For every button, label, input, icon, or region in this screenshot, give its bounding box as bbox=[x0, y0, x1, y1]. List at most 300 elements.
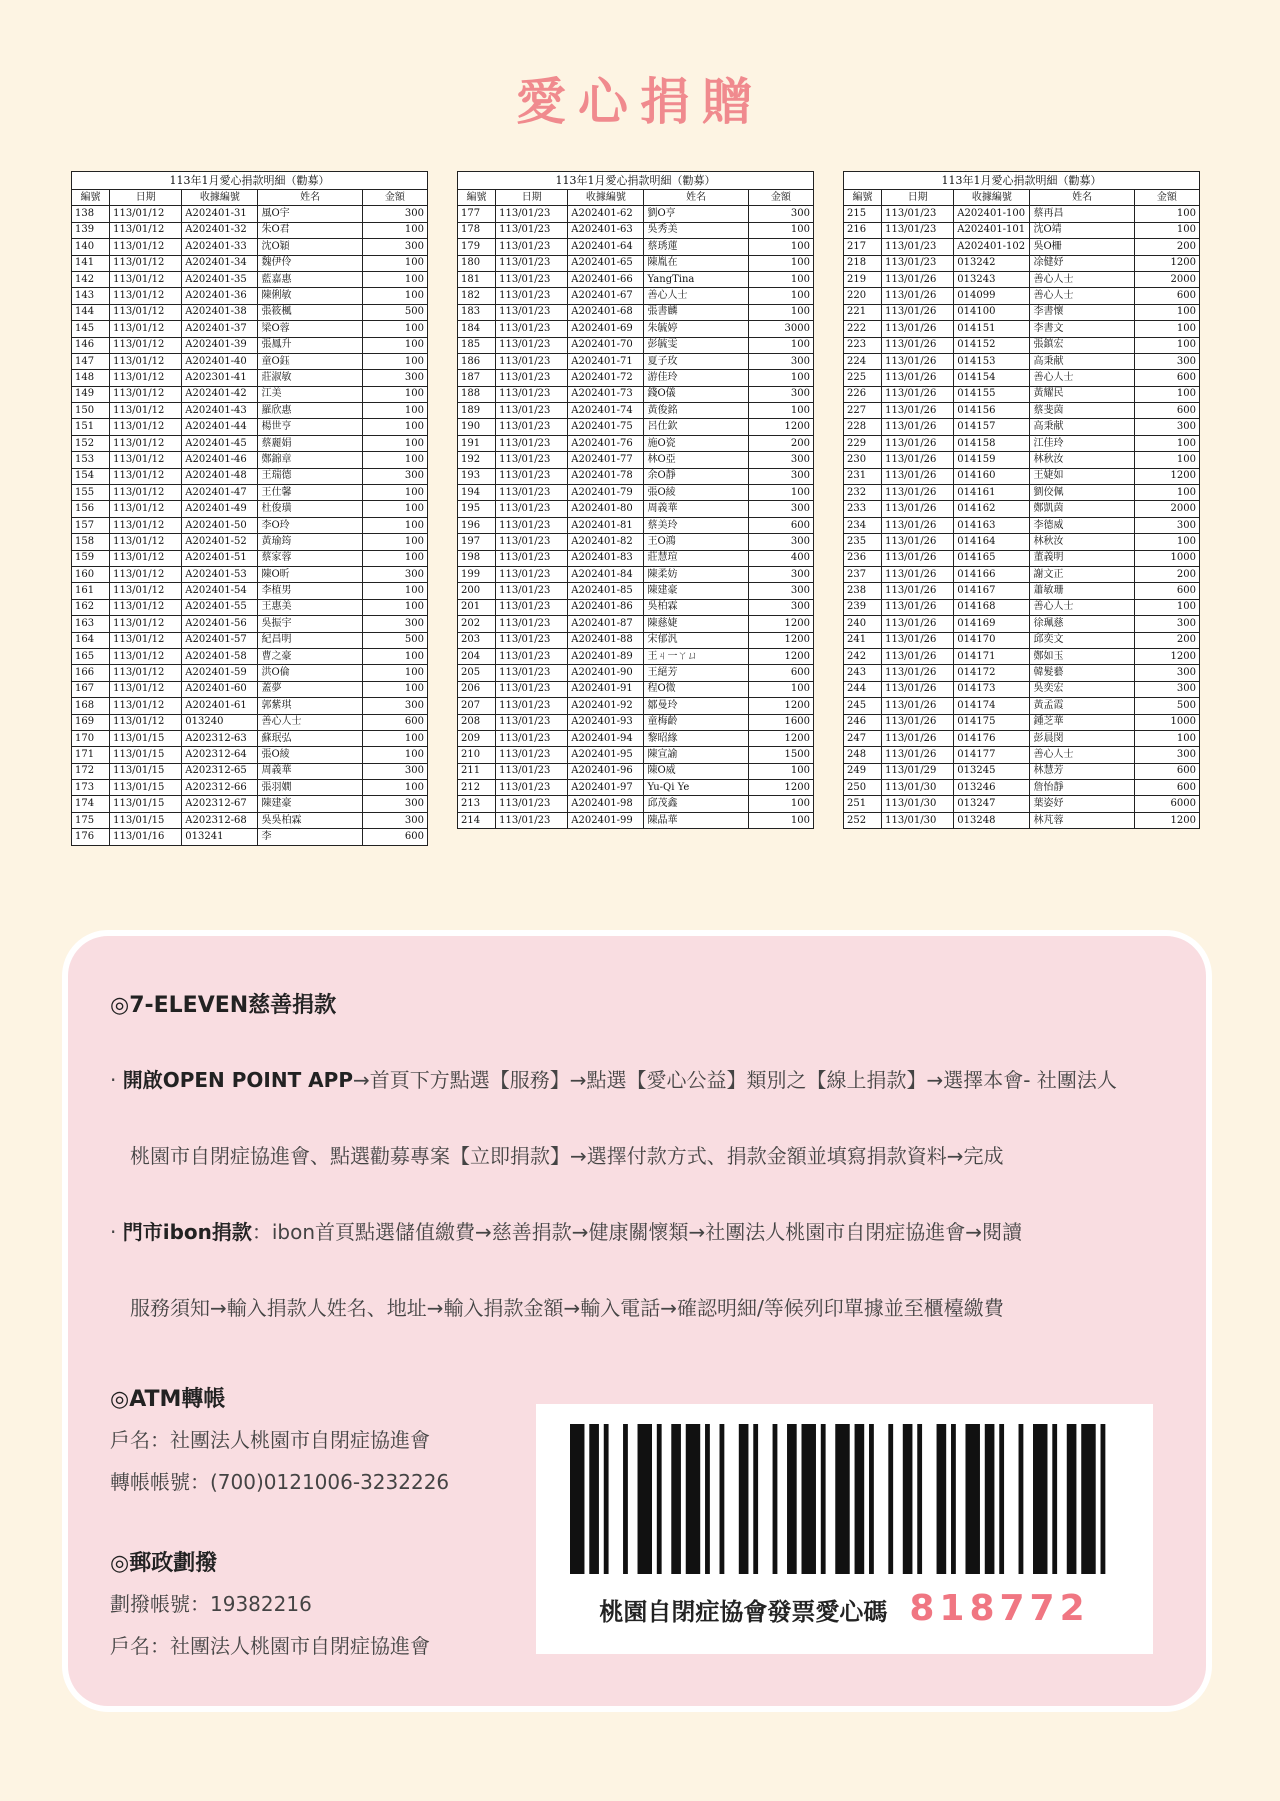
row-date: 113/01/12 bbox=[110, 206, 182, 222]
row-amount: 100 bbox=[362, 321, 427, 337]
table-row bbox=[72, 829, 428, 845]
row-date: 113/01/23 bbox=[496, 419, 568, 435]
row-name: 李書文 bbox=[1030, 321, 1134, 337]
table-row bbox=[72, 517, 428, 533]
row-name: 陳建豪 bbox=[258, 796, 362, 812]
page-title: 愛心捐贈 bbox=[516, 73, 764, 131]
row-receipt: A202312-68 bbox=[182, 812, 258, 828]
row-date: 113/01/26 bbox=[882, 714, 954, 730]
table-row bbox=[458, 780, 814, 796]
row-number: 236 bbox=[844, 550, 882, 566]
row-name: 江佳玲 bbox=[1030, 435, 1134, 451]
row-amount: 100 bbox=[362, 730, 427, 746]
row-receipt: 014164 bbox=[954, 534, 1030, 550]
row-name: 夏子玫 bbox=[644, 353, 748, 369]
row-receipt: A202401-76 bbox=[568, 435, 644, 451]
row-name: 鄒曼玲 bbox=[644, 698, 748, 714]
row-number: 226 bbox=[844, 386, 882, 402]
table-row bbox=[72, 435, 428, 451]
row-name: 蔡美玲 bbox=[644, 517, 748, 533]
row-name: 善心人士 bbox=[1030, 288, 1134, 304]
row-receipt: A202401-57 bbox=[182, 632, 258, 648]
table-row bbox=[72, 485, 428, 501]
table-row bbox=[458, 730, 814, 746]
row-receipt: A202401-85 bbox=[568, 583, 644, 599]
row-amount: 300 bbox=[362, 239, 427, 255]
row-name: 邱茂鑫 bbox=[644, 796, 748, 812]
row-date: 113/01/26 bbox=[882, 730, 954, 746]
table-row bbox=[72, 665, 428, 681]
row-number: 241 bbox=[844, 632, 882, 648]
row-receipt: A202401-60 bbox=[182, 681, 258, 697]
postal-account-name: 戶名：社團法人桃園市自閉症協進會 bbox=[110, 1634, 430, 1658]
row-receipt: 014160 bbox=[954, 468, 1030, 484]
row-date: 113/01/12 bbox=[110, 550, 182, 566]
row-date: 113/01/12 bbox=[110, 304, 182, 320]
row-date: 113/01/23 bbox=[496, 550, 568, 566]
table-row bbox=[458, 812, 814, 828]
row-receipt: A202401-88 bbox=[568, 632, 644, 648]
row-date: 113/01/26 bbox=[882, 517, 954, 533]
barcode-bar bbox=[570, 1424, 584, 1574]
ledger-caption: 113年1月愛心捐款明細（勸募） bbox=[71, 171, 428, 189]
table-row bbox=[844, 796, 1200, 812]
table-row bbox=[72, 386, 428, 402]
row-amount: 100 bbox=[748, 681, 813, 697]
row-receipt: A202401-98 bbox=[568, 796, 644, 812]
row-name: 張羽嫺 bbox=[258, 780, 362, 796]
row-name: 陳O昕 bbox=[258, 566, 362, 582]
row-amount: 600 bbox=[748, 665, 813, 681]
row-receipt: A202401-83 bbox=[568, 550, 644, 566]
table-row bbox=[72, 632, 428, 648]
row-name: 宋郁汎 bbox=[644, 632, 748, 648]
barcode-bar bbox=[705, 1424, 710, 1574]
row-name: 黃孟霞 bbox=[1030, 698, 1134, 714]
row-name: 王仕馨 bbox=[258, 485, 362, 501]
row-name: 王瑞德 bbox=[258, 468, 362, 484]
column-header: 姓名 bbox=[644, 190, 748, 206]
row-name: 朱毓婷 bbox=[644, 321, 748, 337]
row-number: 188 bbox=[458, 386, 496, 402]
row-amount: 300 bbox=[748, 386, 813, 402]
row-number: 244 bbox=[844, 681, 882, 697]
table-row bbox=[72, 222, 428, 238]
row-amount: 300 bbox=[362, 812, 427, 828]
row-date: 113/01/26 bbox=[882, 419, 954, 435]
row-receipt: 013248 bbox=[954, 812, 1030, 828]
row-name: 吳柏霖 bbox=[644, 599, 748, 615]
row-amount: 300 bbox=[748, 452, 813, 468]
row-name: 張鎮宏 bbox=[1030, 337, 1134, 353]
row-date: 113/01/26 bbox=[882, 534, 954, 550]
row-number: 140 bbox=[72, 239, 110, 255]
row-amount: 300 bbox=[748, 501, 813, 517]
row-date: 113/01/12 bbox=[110, 222, 182, 238]
row-number: 189 bbox=[458, 403, 496, 419]
row-number: 196 bbox=[458, 517, 496, 533]
ledger-caption: 113年1月愛心捐款明細（勸募） bbox=[457, 171, 814, 189]
row-date: 113/01/26 bbox=[882, 304, 954, 320]
row-receipt: A202401-55 bbox=[182, 599, 258, 615]
row-date: 113/01/26 bbox=[882, 681, 954, 697]
row-amount: 300 bbox=[748, 599, 813, 615]
row-receipt: 014153 bbox=[954, 353, 1030, 369]
row-date: 113/01/26 bbox=[882, 599, 954, 615]
row-name: 游佳玲 bbox=[644, 370, 748, 386]
row-amount: 100 bbox=[362, 550, 427, 566]
row-date: 113/01/23 bbox=[882, 222, 954, 238]
row-amount: 300 bbox=[362, 698, 427, 714]
row-name: 黃俊銘 bbox=[644, 403, 748, 419]
barcode-bar bbox=[1101, 1424, 1106, 1574]
barcode-bar bbox=[720, 1424, 725, 1574]
row-name: 陳柔妨 bbox=[644, 566, 748, 582]
row-name: 江美 bbox=[258, 386, 362, 402]
row-amount: 300 bbox=[1134, 616, 1199, 632]
row-receipt: 013247 bbox=[954, 796, 1030, 812]
postal-heading: ◎郵政劃撥 bbox=[110, 1551, 218, 1576]
row-name: 彭晨閔 bbox=[1030, 730, 1134, 746]
row-date: 113/01/23 bbox=[496, 812, 568, 828]
row-date: 113/01/12 bbox=[110, 632, 182, 648]
row-receipt: A202401-99 bbox=[568, 812, 644, 828]
row-date: 113/01/12 bbox=[110, 370, 182, 386]
row-name: 施O瓷 bbox=[644, 435, 748, 451]
row-date: 113/01/23 bbox=[496, 321, 568, 337]
row-name: 周義華 bbox=[258, 763, 362, 779]
row-receipt: 014176 bbox=[954, 730, 1030, 746]
row-number: 172 bbox=[72, 763, 110, 779]
table-row bbox=[458, 501, 814, 517]
row-date: 113/01/23 bbox=[882, 255, 954, 271]
row-amount: 6000 bbox=[1134, 796, 1199, 812]
table-row bbox=[844, 485, 1200, 501]
row-amount: 100 bbox=[1134, 222, 1199, 238]
row-number: 212 bbox=[458, 780, 496, 796]
row-number: 207 bbox=[458, 698, 496, 714]
row-receipt: A202312-65 bbox=[182, 763, 258, 779]
row-date: 113/01/26 bbox=[882, 616, 954, 632]
row-receipt: 014154 bbox=[954, 370, 1030, 386]
table-row bbox=[458, 206, 814, 222]
row-number: 162 bbox=[72, 599, 110, 615]
barcode-bar bbox=[869, 1424, 874, 1574]
row-number: 177 bbox=[458, 206, 496, 222]
row-receipt: 014157 bbox=[954, 419, 1030, 435]
row-number: 222 bbox=[844, 321, 882, 337]
row-name: 徐珮慈 bbox=[1030, 616, 1134, 632]
row-date: 113/01/23 bbox=[496, 501, 568, 517]
row-name: 黃瑜筠 bbox=[258, 534, 362, 550]
table-row bbox=[72, 616, 428, 632]
row-receipt: A202401-101 bbox=[954, 222, 1030, 238]
row-number: 147 bbox=[72, 353, 110, 369]
table-row bbox=[844, 517, 1200, 533]
row-receipt: 014177 bbox=[954, 747, 1030, 763]
row-amount: 400 bbox=[748, 550, 813, 566]
row-receipt: A202401-96 bbox=[568, 763, 644, 779]
barcode-bar bbox=[1067, 1424, 1077, 1574]
barcode-bar bbox=[855, 1424, 865, 1574]
row-receipt: A202401-94 bbox=[568, 730, 644, 746]
table-row bbox=[844, 534, 1200, 550]
row-name: 張書麟 bbox=[644, 304, 748, 320]
row-name: 蔡再昌 bbox=[1030, 206, 1134, 222]
row-name: 陳俐敏 bbox=[258, 288, 362, 304]
row-amount: 2000 bbox=[1134, 271, 1199, 287]
table-row bbox=[72, 747, 428, 763]
row-amount: 100 bbox=[362, 485, 427, 501]
row-name: 蔡家蓉 bbox=[258, 550, 362, 566]
invoice-label-text: 桃園自閉症協會發票愛心碼 bbox=[599, 1598, 888, 1626]
row-amount: 100 bbox=[362, 222, 427, 238]
row-name: 王婕如 bbox=[1030, 468, 1134, 484]
row-name: 王惠美 bbox=[258, 599, 362, 615]
row-number: 190 bbox=[458, 419, 496, 435]
row-date: 113/01/23 bbox=[496, 796, 568, 812]
row-amount: 1500 bbox=[748, 747, 813, 763]
table-row bbox=[458, 304, 814, 320]
row-date: 113/01/12 bbox=[110, 435, 182, 451]
row-date: 113/01/26 bbox=[882, 566, 954, 582]
row-name: 余O靜 bbox=[644, 468, 748, 484]
row-amount: 100 bbox=[1134, 206, 1199, 222]
table-row bbox=[72, 239, 428, 255]
row-receipt: A202401-69 bbox=[568, 321, 644, 337]
row-amount: 100 bbox=[748, 403, 813, 419]
row-receipt: 014169 bbox=[954, 616, 1030, 632]
barcode-bar bbox=[888, 1424, 893, 1574]
row-name: 蔡琇蓮 bbox=[644, 239, 748, 255]
table-row bbox=[458, 648, 814, 664]
row-number: 198 bbox=[458, 550, 496, 566]
row-name: 董義明 bbox=[1030, 550, 1134, 566]
row-number: 181 bbox=[458, 271, 496, 287]
row-number: 179 bbox=[458, 239, 496, 255]
table-row bbox=[844, 271, 1200, 287]
row-name: 善心人士 bbox=[1030, 747, 1134, 763]
row-receipt: A202401-35 bbox=[182, 271, 258, 287]
row-name: 呂仕欽 bbox=[644, 419, 748, 435]
row-date: 113/01/26 bbox=[882, 403, 954, 419]
row-receipt: 014166 bbox=[954, 566, 1030, 582]
row-name: 沈O靖 bbox=[1030, 222, 1134, 238]
table-row bbox=[72, 599, 428, 615]
row-receipt: A202401-50 bbox=[182, 517, 258, 533]
row-name: 魏伊伶 bbox=[258, 255, 362, 271]
row-amount: 100 bbox=[362, 419, 427, 435]
row-number: 161 bbox=[72, 583, 110, 599]
row-receipt: A202401-32 bbox=[182, 222, 258, 238]
row-number: 247 bbox=[844, 730, 882, 746]
row-amount: 500 bbox=[1134, 698, 1199, 714]
row-receipt: 014167 bbox=[954, 583, 1030, 599]
table-row bbox=[458, 288, 814, 304]
row-date: 113/01/23 bbox=[496, 386, 568, 402]
row-receipt: 014152 bbox=[954, 337, 1030, 353]
row-name: 蘇珉弘 bbox=[258, 730, 362, 746]
row-name: 李 bbox=[258, 829, 362, 845]
row-receipt: 014170 bbox=[954, 632, 1030, 648]
row-name: 林慧芳 bbox=[1030, 763, 1134, 779]
row-number: 178 bbox=[458, 222, 496, 238]
table-row bbox=[72, 255, 428, 271]
table-row bbox=[458, 403, 814, 419]
seven-eleven-heading: ◎7-ELEVEN慈善捐款 bbox=[110, 993, 337, 1018]
row-date: 113/01/26 bbox=[882, 337, 954, 353]
barcode-bar bbox=[623, 1424, 628, 1574]
row-amount: 300 bbox=[748, 566, 813, 582]
row-number: 217 bbox=[844, 239, 882, 255]
row-number: 216 bbox=[844, 222, 882, 238]
row-amount: 600 bbox=[1134, 288, 1199, 304]
row-date: 113/01/23 bbox=[496, 763, 568, 779]
row-date: 113/01/12 bbox=[110, 517, 182, 533]
row-date: 113/01/12 bbox=[110, 485, 182, 501]
table-row bbox=[458, 714, 814, 730]
ledger-header-row bbox=[458, 190, 814, 206]
row-date: 113/01/23 bbox=[882, 239, 954, 255]
row-name: 洪O倫 bbox=[258, 665, 362, 681]
row-date: 113/01/23 bbox=[496, 534, 568, 550]
row-number: 148 bbox=[72, 370, 110, 386]
table-row bbox=[458, 222, 814, 238]
row-receipt: 014161 bbox=[954, 485, 1030, 501]
table-row bbox=[844, 288, 1200, 304]
table-row bbox=[844, 599, 1200, 615]
table-row bbox=[844, 304, 1200, 320]
row-number: 234 bbox=[844, 517, 882, 533]
row-number: 201 bbox=[458, 599, 496, 615]
row-amount: 500 bbox=[362, 304, 427, 320]
row-date: 113/01/26 bbox=[882, 747, 954, 763]
row-date: 113/01/30 bbox=[882, 796, 954, 812]
row-receipt: 014175 bbox=[954, 714, 1030, 730]
table-row bbox=[458, 599, 814, 615]
row-amount: 200 bbox=[1134, 632, 1199, 648]
column-header: 編號 bbox=[844, 190, 882, 206]
table-row bbox=[72, 550, 428, 566]
row-receipt: 014172 bbox=[954, 665, 1030, 681]
row-amount: 300 bbox=[748, 206, 813, 222]
row-amount: 100 bbox=[362, 599, 427, 615]
barcode-bar bbox=[821, 1424, 826, 1574]
row-number: 141 bbox=[72, 255, 110, 271]
row-date: 113/01/23 bbox=[496, 271, 568, 287]
row-amount: 100 bbox=[362, 435, 427, 451]
row-name: 沈O穎 bbox=[258, 239, 362, 255]
row-name: 蕭敏珊 bbox=[1030, 583, 1134, 599]
row-date: 113/01/12 bbox=[110, 501, 182, 517]
row-amount: 100 bbox=[748, 812, 813, 828]
row-date: 113/01/12 bbox=[110, 681, 182, 697]
row-amount: 600 bbox=[1134, 763, 1199, 779]
row-receipt: 014163 bbox=[954, 517, 1030, 533]
row-amount: 1200 bbox=[748, 616, 813, 632]
row-number: 164 bbox=[72, 632, 110, 648]
table-row bbox=[72, 271, 428, 287]
invoice-code: 818772 bbox=[909, 1588, 1090, 1629]
row-name: 鄭如玉 bbox=[1030, 648, 1134, 664]
row-amount: 100 bbox=[362, 452, 427, 468]
column-header: 金額 bbox=[748, 190, 813, 206]
row-amount: 300 bbox=[1134, 665, 1199, 681]
row-number: 155 bbox=[72, 485, 110, 501]
row-receipt: 014151 bbox=[954, 321, 1030, 337]
table-row bbox=[844, 321, 1200, 337]
row-date: 113/01/12 bbox=[110, 468, 182, 484]
row-name: 吳O柵 bbox=[1030, 239, 1134, 255]
row-number: 249 bbox=[844, 763, 882, 779]
barcode-bar bbox=[965, 1424, 979, 1574]
row-number: 218 bbox=[844, 255, 882, 271]
table-row bbox=[458, 386, 814, 402]
table-row bbox=[844, 255, 1200, 271]
row-receipt: A202401-91 bbox=[568, 681, 644, 697]
row-name: 黃耀民 bbox=[1030, 386, 1134, 402]
row-date: 113/01/23 bbox=[496, 370, 568, 386]
row-name: 林秋汝 bbox=[1030, 534, 1134, 550]
row-name: 朱O君 bbox=[258, 222, 362, 238]
ledger-caption: 113年1月愛心捐款明細（勸募） bbox=[843, 171, 1200, 189]
row-receipt: 014156 bbox=[954, 403, 1030, 419]
table-row bbox=[72, 304, 428, 320]
table-row bbox=[458, 452, 814, 468]
row-name: 善心人士 bbox=[644, 288, 748, 304]
barcode-bar bbox=[589, 1424, 599, 1574]
row-receipt: A202401-40 bbox=[182, 353, 258, 369]
row-amount: 1200 bbox=[748, 419, 813, 435]
row-amount: 300 bbox=[362, 468, 427, 484]
row-name: 詹怡靜 bbox=[1030, 780, 1134, 796]
row-receipt: A202401-95 bbox=[568, 747, 644, 763]
row-number: 248 bbox=[844, 747, 882, 763]
table-row bbox=[72, 337, 428, 353]
row-number: 171 bbox=[72, 747, 110, 763]
row-number: 246 bbox=[844, 714, 882, 730]
row-amount: 600 bbox=[362, 714, 427, 730]
row-number: 223 bbox=[844, 337, 882, 353]
row-date: 113/01/12 bbox=[110, 239, 182, 255]
row-number: 168 bbox=[72, 698, 110, 714]
row-receipt: A202401-71 bbox=[568, 353, 644, 369]
row-date: 113/01/23 bbox=[496, 648, 568, 664]
table-row bbox=[458, 271, 814, 287]
row-date: 113/01/23 bbox=[496, 632, 568, 648]
row-amount: 600 bbox=[1134, 370, 1199, 386]
row-amount: 200 bbox=[1134, 566, 1199, 582]
row-date: 113/01/12 bbox=[110, 583, 182, 599]
table-row bbox=[844, 616, 1200, 632]
row-date: 113/01/26 bbox=[882, 288, 954, 304]
row-name: 張鳳升 bbox=[258, 337, 362, 353]
row-number: 149 bbox=[72, 386, 110, 402]
row-date: 113/01/23 bbox=[496, 730, 568, 746]
row-receipt: A202401-93 bbox=[568, 714, 644, 730]
table-row bbox=[72, 566, 428, 582]
row-name: 李德威 bbox=[1030, 517, 1134, 533]
row-date: 113/01/12 bbox=[110, 271, 182, 287]
barcode-bar bbox=[787, 1424, 797, 1574]
row-number: 219 bbox=[844, 271, 882, 287]
row-amount: 2000 bbox=[1134, 501, 1199, 517]
column-header: 收據編號 bbox=[568, 190, 644, 206]
row-name: 彭毓雯 bbox=[644, 337, 748, 353]
row-amount: 1200 bbox=[748, 632, 813, 648]
table-row bbox=[844, 648, 1200, 664]
row-date: 113/01/26 bbox=[882, 698, 954, 714]
